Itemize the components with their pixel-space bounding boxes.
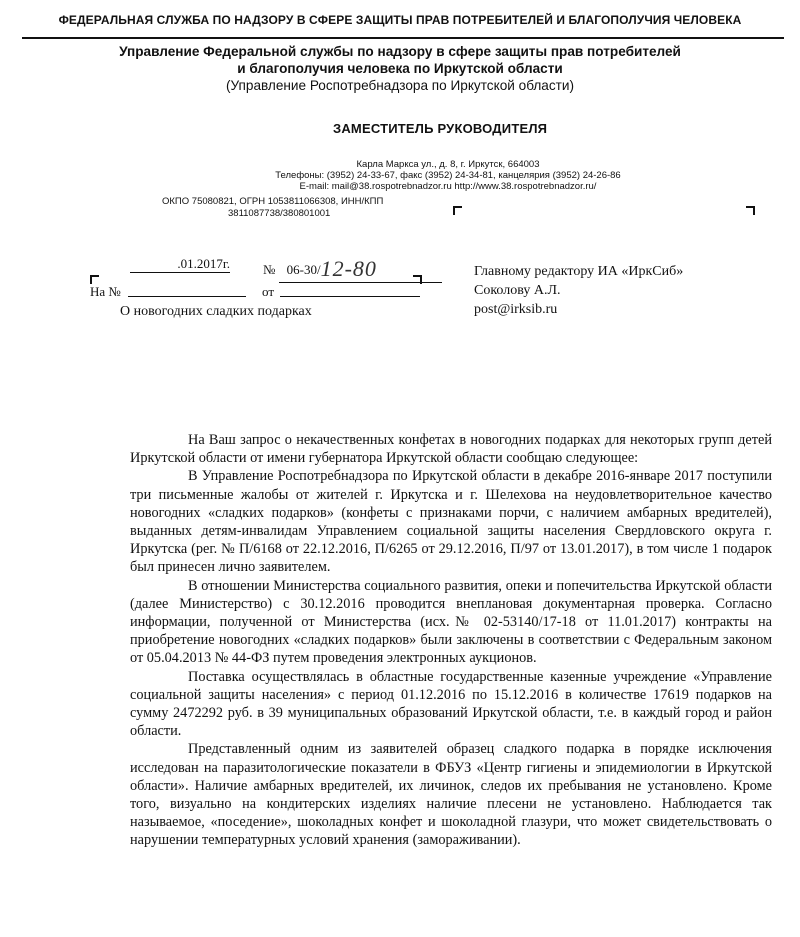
department-block xyxy=(0,43,800,94)
addressee-block xyxy=(474,262,683,319)
reply-number-line xyxy=(128,296,246,297)
department-short-name: (Управление Роспотребнадзора по Иркутской области) xyxy=(225,78,575,93)
number-line xyxy=(279,256,442,283)
body-paragraph-3: В отношении Министерства социального развития, опеки и попечительства Иркутской области (далее Министерство) с 30.12.2016 проводится внеплановая документарная проверка. Согласно информации, полученной от Министерства (исх.№ 02-53140/17-18 от 11.01.2017) контракты на приобретение новогодних «сладких подарков» были заключены в соответствии с Федеральным законом от 05.04.2013 № 44-ФЗ путем проведения электронных аукционов. xyxy=(130,577,772,667)
outgoing-date xyxy=(130,256,230,273)
outgoing-number xyxy=(263,256,442,283)
codes-line-1: ОКПО 75080821, ОГРН 1053811066308, ИНН/КПП xyxy=(162,196,384,207)
contacts-block xyxy=(258,159,638,192)
agency-name: ФЕДЕРАЛЬНАЯ СЛУЖБА ПО НАДЗОРУ В СФЕРЕ ЗАЩИТЫ ПРАВ ПОТРЕБИТЕЛЕЙ И БЛАГОПОЛУЧИЯ ЧЕЛОВЕКА xyxy=(58,13,742,27)
from-date-line xyxy=(280,296,420,297)
ref-corner-left xyxy=(90,275,99,284)
body-paragraph-5: Представленный одним из заявителей образец сладкого подарка в порядке исключения исследован на паразитологические показатели в ФБУЗ «Центр гигиены и эпидемиологии в Иркутской области». Наличие амбарных вредителей, их личинок, следов их пребывания не установлено. Кроме того, визуально на кондитерских изделиях наличие плесени не установлено. Наблюдается так называемое, «поседение», шоколадных конфет и шоколадной глазури, что может свидетельствовать о нарушении температурных условий хранения (замораживании). xyxy=(130,741,772,849)
date-value: .01.2017г. xyxy=(130,256,230,273)
from-label: от xyxy=(262,284,275,299)
address-corner-left xyxy=(453,206,462,215)
registration-codes xyxy=(162,196,383,220)
letter-subject: О новогодних сладких подарках xyxy=(120,304,312,319)
phones: Телефоны: (3952) 24-33-67, факс (3952) 24-34-81, канцелярия (3952) 24-26-86 xyxy=(275,170,621,181)
reply-label: На № xyxy=(90,284,121,299)
deputy-title: ЗАМЕСТИТЕЛЬ РУКОВОДИТЕЛЯ xyxy=(333,121,548,136)
department-line-2: и благополучия человека по Иркутской области xyxy=(237,61,563,76)
codes-line-2: 3811087738/380801001 xyxy=(228,208,331,219)
address: Карла Маркса ул., д. 8, г. Иркутск, 664003 xyxy=(356,159,540,170)
letter-body xyxy=(130,431,772,850)
department-line-1: Управление Федеральной службы по надзору в сфере защиты прав потребителей xyxy=(119,44,681,59)
address-corner-right xyxy=(746,206,755,215)
addressee-name: Соколову А.Л. xyxy=(474,283,561,298)
body-paragraph-2: В Управление Роспотребнадзора по Иркутской области в декабре 2016-январе 2017 поступили три письменные жалобы от жителей г. Иркутска и г. Шелехова на неудовлетворительное качество новогодних «сладких подарков» (конфеты с признаками порчи, с наличием амбарных вредителей), выданных детям-инвалидам Управлением социальной защиты населения Свердловского округа г. Иркутска (рег. № П/6168 от 22.12.2016, П/6265 от 29.12.2016, П/97 от 13.01.2017), в том числе 1 подарок был принесен лично заявителем. xyxy=(130,468,772,576)
handwritten-number: 12-80 xyxy=(320,256,377,281)
email-web: E-mail: mail@38.rospotrebnadzor.ru http://www.38.rospotrebnadzor.ru/ xyxy=(299,181,597,192)
number-label: № xyxy=(263,262,276,277)
body-paragraph-1: На Ваш запрос о некачественных конфетах в новогодних подарках для некоторых групп детей Иркутской области от имени губернатора Иркутской области сообщаю следующее: xyxy=(130,432,772,467)
number-value: 06-30/ xyxy=(286,262,321,277)
header-divider xyxy=(22,37,784,39)
body-paragraph-4: Поставка осуществлялась в областные государственные казенные учреждение «Управление социальной защиты населения» с период 01.12.2016 по 15.12.2016 в количестве 17619 подарков на сумму 2472292 руб. в 39 муниципальных образований Иркутской области, т.е. в каждый город и район области. xyxy=(130,668,772,740)
addressee-email: post@irksib.ru xyxy=(474,302,558,317)
addressee-position: Главному редактору ИА «ИркСиб» xyxy=(474,264,684,279)
